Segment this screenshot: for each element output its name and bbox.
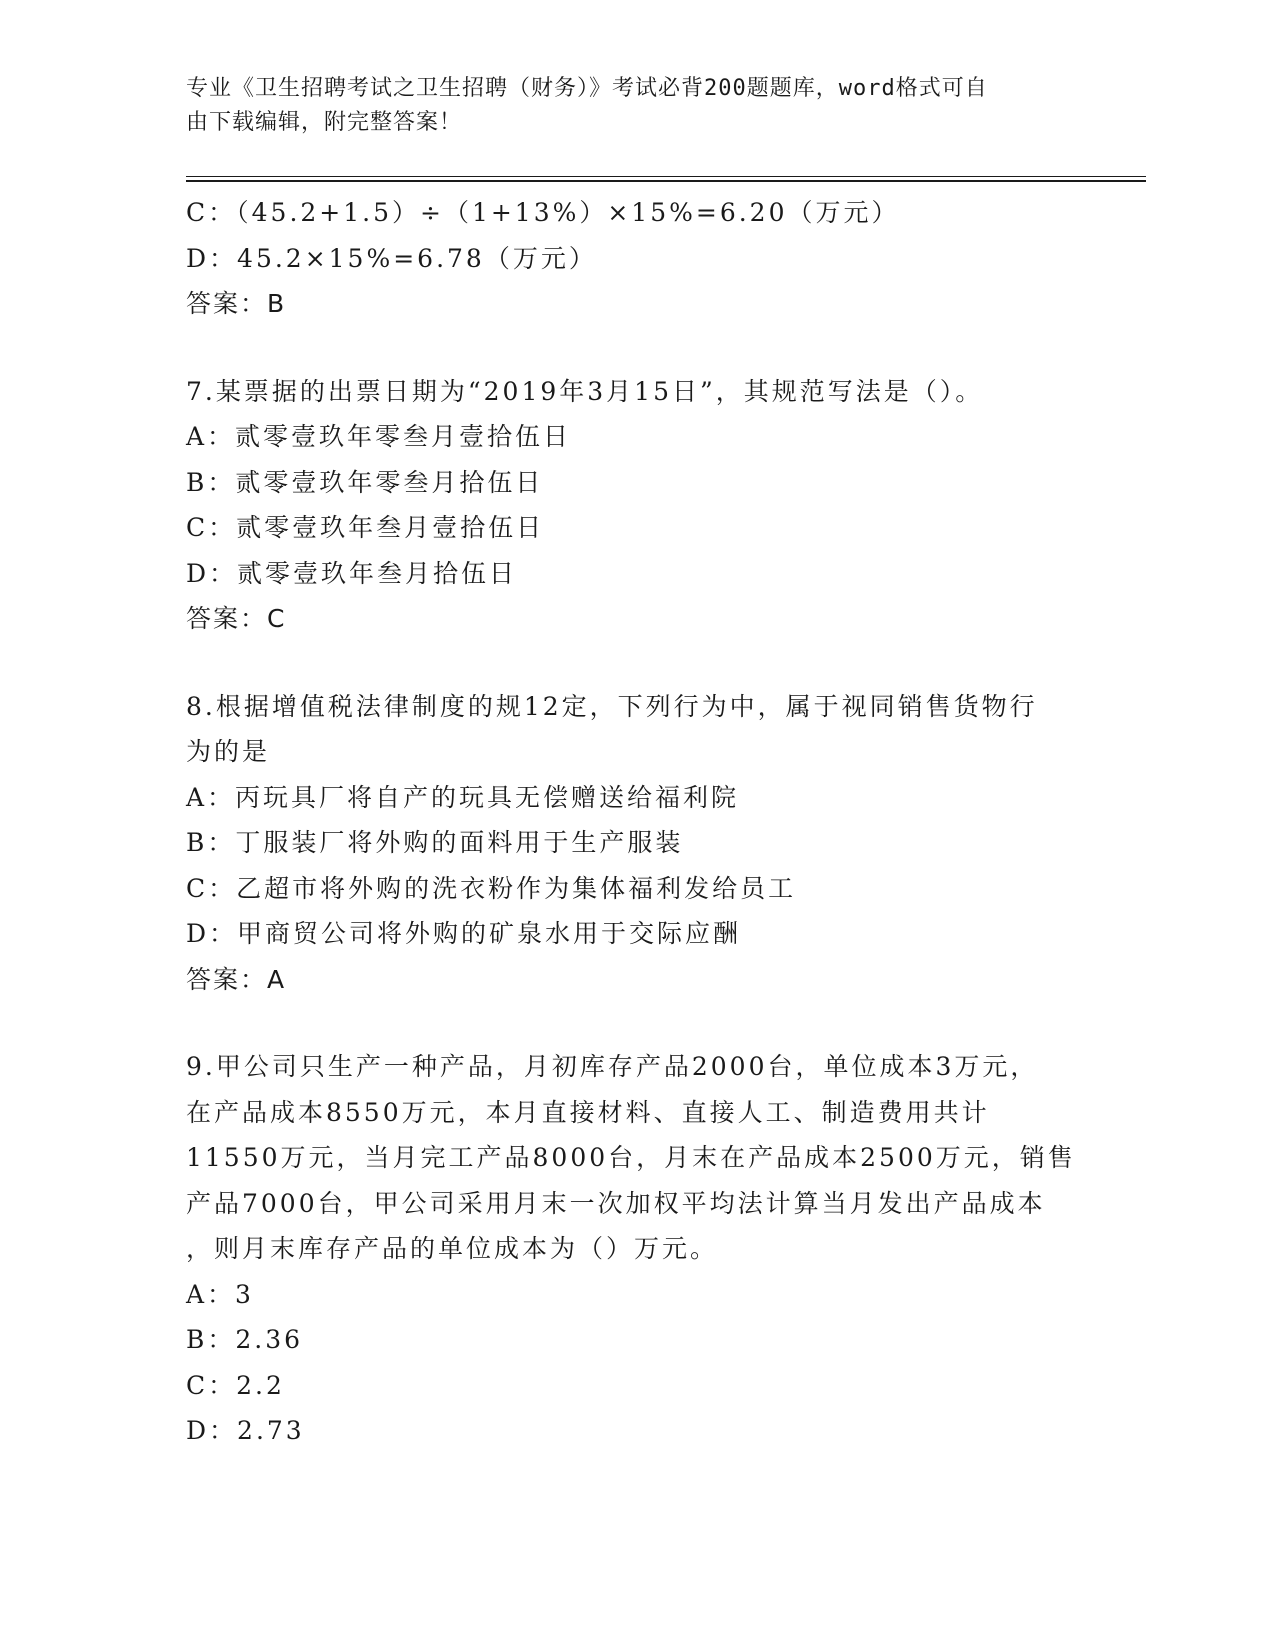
option-c: C：贰零壹玖年叁月壹拾伍日 <box>186 513 545 542</box>
question-stem-line-1: 8.根据增值税法律制度的规12定，下列行为中，属于视同销售货物行 <box>186 691 1038 721</box>
option-c: C：2.2 <box>186 1370 285 1400</box>
option-d: D：贰零壹玖年叁月拾伍日 <box>186 558 518 588</box>
question-6-tail <box>186 190 1086 327</box>
spacer <box>186 327 1086 369</box>
option-c: C：乙超市将外购的洗衣粉作为集体福利发给员工 <box>186 873 797 903</box>
answer-line: 答案：C <box>186 604 287 633</box>
option-b: B：2.36 <box>186 1325 304 1354</box>
question-7 <box>186 369 1086 642</box>
spacer <box>186 1002 1086 1044</box>
option-a: A：丙玩具厂将自产的玩具无偿赠送给福利院 <box>186 782 740 812</box>
header-line-2: 由下载编辑，附完整答案！ <box>186 110 463 135</box>
question-8 <box>186 684 1086 1003</box>
option-d: D：甲商贸公司将外购的矿泉水用于交际应酬 <box>186 919 742 948</box>
header-line-1: 专业《卫生招聘考试之卫生招聘（财务）》考试必背200题题库，word格式可自 <box>186 76 988 101</box>
option-b: B：丁服装厂将外购的面料用于生产服装 <box>186 828 684 857</box>
document-header <box>186 72 1066 140</box>
header-rule-thin <box>186 176 1146 177</box>
option-a: A：3 <box>186 1279 254 1309</box>
question-9 <box>186 1044 1086 1454</box>
document-body <box>186 190 1086 1454</box>
question-stem-line-5: ，则月末库存产品的单位成本为（）万元。 <box>186 1234 719 1263</box>
question-stem-line-2: 为的是 <box>186 737 271 766</box>
question-stem-line-3: 11550万元，当月完工产品8000台，月末在产品成本2500万元，销售 <box>186 1143 1076 1172</box>
spacer <box>186 642 1086 684</box>
option-a: A：贰零壹玖年零叁月壹拾伍日 <box>186 422 572 451</box>
option-b: B：贰零壹玖年零叁月拾伍日 <box>186 467 544 497</box>
question-stem: 7.某票据的出票日期为“2019年3月15日”，其规范写法是（）。 <box>186 376 984 406</box>
answer-line: 答案：B <box>186 289 287 318</box>
answer-line: 答案：A <box>186 964 287 994</box>
option-d: D：45.2×15%=6.78（万元） <box>186 243 597 273</box>
question-stem-line-4: 产品7000台，甲公司采用月末一次加权平均法计算当月发出产品成本 <box>186 1188 1046 1218</box>
header-rule-thick <box>186 180 1146 182</box>
question-stem-line-2: 在产品成本8550万元，本月直接材料、直接人工、制造费用共计 <box>186 1097 990 1127</box>
option-d: D：2.73 <box>186 1416 305 1445</box>
option-c: C：（45.2+1.5）÷（1+13%）×15%=6.20（万元） <box>186 198 900 227</box>
question-stem-line-1: 9.甲公司只生产一种产品，月初库存产品2000台，单位成本3万元， <box>186 1052 1039 1081</box>
